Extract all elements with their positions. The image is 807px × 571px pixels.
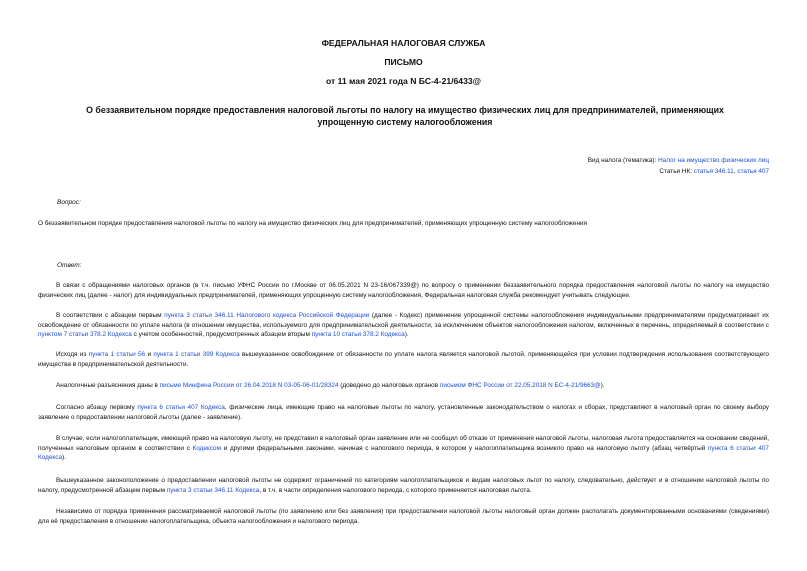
p4-link-fns-letter[interactable]: письмом ФНС России от 22.05.2018 N БС-4-21/9663@: [439, 382, 601, 389]
document-date-number: от 11 мая 2021 года N БС-4-21/6433@: [325, 76, 482, 86]
p7-text-a: Вышеуказанное законоположение о предоставлении налоговой льготы не содержит ограничений по категориям налогоплательщиков и видам налоговых льгот по налогу, следовательно, действует и в отношении налоговой льготы по налогу, предусмотренной абзацем первым: [38, 477, 769, 494]
p6-text-a: В случае, если налогоплательщик, имеющий право на налоговую льготу, не представил в налоговый орган заявление или не сообщил об отказе от применения налоговой льготы, налоговая льгота предоставляется на основании сведений, полученных налоговым органом в соответствии с: [38, 435, 769, 452]
answer-label: Ответ:: [57, 262, 82, 269]
p2-text-b: (далее - Кодекс) применение упрощенной системы налогообложения индивидуальными предпринимателями предусматривает их освобождение от обязанности по уплате налога (в отношении имущества, используемого для предпринимательской деятельности, за исключением объектов налогообложения налогом, включенных в перечень, определяемый в соответствии с: [38, 312, 769, 329]
p5-text-b: , физические лица, имеющие право на налоговые льготы по налогу, установленные законодательством о налогах и сборах, представляют в налоговый орган по своему выбору заявление о предоставлении налоговой льготы (далее - заявление).: [38, 404, 770, 421]
tax-type-link[interactable]: Налог на имущество физических лиц: [658, 157, 769, 164]
p5-link-p6-article-407[interactable]: пункта 6 статьи 407 Кодекса: [137, 404, 225, 411]
p4-link-minfin-letter[interactable]: письме Минфина России от 26.04.2018 N 03-05-06-01/28324: [159, 382, 339, 389]
answer-paragraph-2: [38, 311, 769, 340]
p2-text-d: ).: [404, 331, 409, 339]
p6-text-b: и другими федеральными законами, начиная с налогового периода, в котором у налогоплательщика возникло право на налоговую льготу (абзац четвёртый: [221, 444, 708, 452]
p3-link-article-56[interactable]: пункта 1 статьи 56: [88, 351, 146, 358]
p2-link-p7-article-378-2[interactable]: пунктом 7 статьи 378.2 Кодекса: [38, 331, 132, 339]
answer-paragraph-1: В связи с обращениями налоговых органов (в т.ч. письмо УФНС России по г.Москве от 06.05.2021 N 23-16/067339@) по вопросу о применении беззаявительного порядка предоставления налоговой льготы по налогу на имущество физических лиц (далее - налог) для индивидуальных предпринимателей, применяющих упрощенную систему налогообложения, Федеральная налоговая служба рекомендует учитывать следующее.: [38, 282, 769, 299]
p5-text-a: Согласно абзацу первому: [56, 404, 138, 411]
p2-text-c: с учетом особенностей, предусмотренных абзацем вторым: [131, 331, 312, 339]
nk-separator: ,: [733, 168, 738, 175]
answer-paragraph-3: [38, 350, 769, 369]
answer-paragraph-4: [38, 381, 769, 391]
document-type: ПИСЬМО: [384, 57, 423, 67]
answer-paragraph-6: [38, 434, 769, 463]
nk-label: Статьи НК:: [659, 168, 694, 175]
question-text: О беззаявительном порядке предоставления налоговой льготы по налогу на имущество физических лиц для предпринимателей, применяющих упрощенную систему налогообложения: [38, 220, 588, 227]
agency-name: ФЕДЕРАЛЬНАЯ НАЛОГОВАЯ СЛУЖБА: [321, 38, 486, 48]
nk-articles-line: [659, 167, 769, 176]
p6-text-c: ).: [62, 454, 66, 462]
p4-text-c: ).: [600, 382, 605, 389]
p3-text-a: Исходя из: [56, 351, 89, 358]
p6-link-p6-article-407[interactable]: пункта 6 статьи 407 Кодекса: [38, 444, 769, 462]
p4-text-a: Аналогичные разъяснения даны в: [56, 382, 160, 389]
p3-text-b: и: [145, 351, 154, 358]
nk-article-346-link[interactable]: статья 346.11: [693, 168, 734, 175]
p2-link-p10-article-378-2[interactable]: пункта 10 статьи 378.2 Кодекса: [311, 331, 405, 339]
p2-link-article-346-11[interactable]: пункта 3 статьи 346.11 Налогового кодекса Российской Федерации: [164, 312, 370, 319]
answer-paragraph-5: [38, 403, 769, 422]
p3-text-c: вышеуказанное освобождение от обязанности по уплате налога является налоговой льготой, применяющейся при условии подтверждения использования соответствующего имущества в предпринимательской деятельности.: [38, 351, 769, 368]
p4-text-b: (доведено до налоговых органов: [338, 382, 440, 389]
document-title: О беззаявительном порядке предоставления налоговой льготы по налогу на имущество физических лиц для предпринимателей, применяющих упрощенную систему налогообложения: [86, 105, 724, 127]
tax-type-label: Вид налога (тематика):: [587, 157, 659, 164]
p6-link-kodeks[interactable]: Кодексом: [192, 444, 221, 452]
question-label: Вопрос:: [57, 199, 81, 206]
p3-link-article-399[interactable]: пункта 1 статьи 399 Кодекса: [153, 351, 240, 358]
nk-article-407-link[interactable]: статья 407: [737, 168, 769, 175]
p2-text-a: В соответствии с абзацем первым: [56, 312, 165, 319]
p7-link-p3-article-346-11[interactable]: пункта 3 статьи 346.11 Кодекса: [166, 486, 260, 494]
p7-text-b: , в т.ч. в части определения налогового периода, с которого применяется налоговая льгота.: [259, 486, 532, 494]
answer-paragraph-8: Независимо от порядка применения рассматриваемой налоговой льготы (по заявлению или без заявления) при предоставлении налоговой льготы налоговый орган должен располагать документированными основаниями (сведениями) для её предоставления в отношении налогоплательщика, объекта налогообложения и налогового периода.: [38, 508, 769, 525]
tax-type-line: [588, 156, 769, 165]
answer-paragraph-7: [38, 476, 769, 495]
